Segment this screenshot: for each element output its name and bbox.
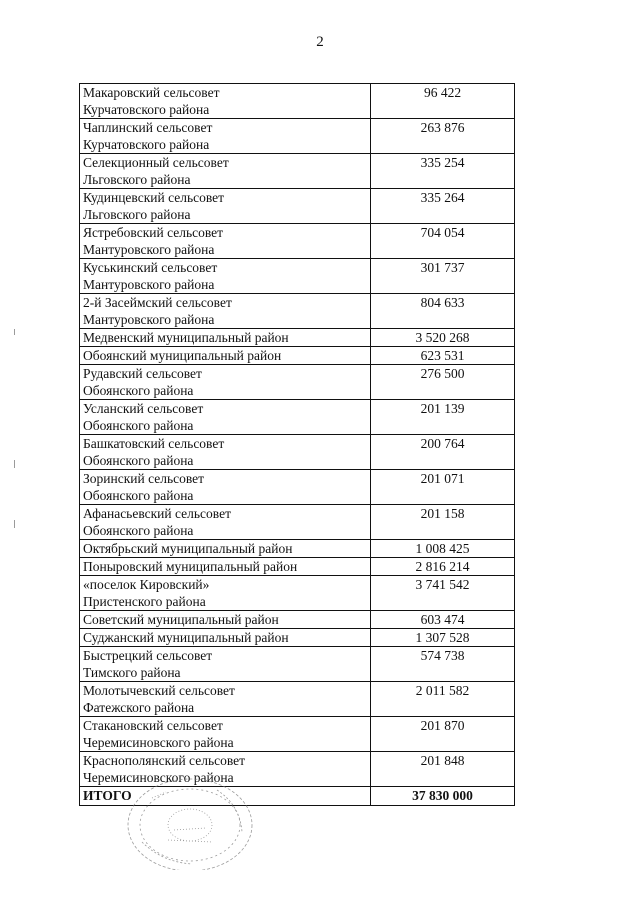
municipality-name-line: Льговского района	[83, 207, 191, 222]
table-row	[80, 435, 515, 470]
municipality-name-line: Усланский сельсовет	[83, 401, 204, 416]
total-row	[80, 787, 515, 806]
municipality-name-cell	[80, 329, 371, 347]
amount-cell: 276 500	[371, 365, 515, 400]
municipality-name-line: Куськинский сельсовет	[83, 260, 218, 275]
municipality-name-cell	[80, 224, 371, 259]
municipality-name-line: Суджанский муниципальный район	[83, 630, 289, 645]
amount-cell: 201 158	[371, 505, 515, 540]
municipality-name-line: Зоринский сельсовет	[83, 471, 205, 486]
municipality-name-line: Стакановский сельсовет	[83, 718, 223, 733]
table-row	[80, 154, 515, 189]
municipality-name-line: Обоянский муниципальный район	[83, 348, 282, 363]
table-row	[80, 717, 515, 752]
municipality-name-line: Поныровский муниципальный район	[83, 559, 298, 574]
municipality-name-line: Краснополянский сельсовет	[83, 753, 246, 768]
municipality-name-cell	[80, 682, 371, 717]
table-row	[80, 329, 515, 347]
total-label: ИТОГО	[80, 787, 371, 806]
municipality-name-line: Советский муниципальный район	[83, 612, 279, 627]
municipality-name-cell	[80, 611, 371, 629]
amount-cell: 201 848	[371, 752, 515, 787]
scan-mark	[14, 520, 15, 528]
table-row	[80, 611, 515, 629]
municipality-name-cell	[80, 540, 371, 558]
municipality-name-cell	[80, 435, 371, 470]
amount-cell: 804 633	[371, 294, 515, 329]
table-row	[80, 294, 515, 329]
municipality-name-cell	[80, 119, 371, 154]
total-amount: 37 830 000	[371, 787, 515, 806]
amount-cell: 623 531	[371, 347, 515, 365]
amount-cell: 1 008 425	[371, 540, 515, 558]
municipality-name-cell	[80, 84, 371, 119]
table-row	[80, 505, 515, 540]
municipality-name-line: Курчатовского района	[83, 102, 210, 117]
municipality-name-line: Селекционный сельсовет	[83, 155, 229, 170]
amount-cell: 96 422	[371, 84, 515, 119]
municipality-name-line: Кудинцевский сельсовет	[83, 190, 225, 205]
table-row	[80, 470, 515, 505]
amount-cell: 2 816 214	[371, 558, 515, 576]
table-row	[80, 400, 515, 435]
municipality-name-line: Черемисиновского района	[83, 770, 234, 785]
municipality-name-line: Льговского района	[83, 172, 191, 187]
table-row	[80, 576, 515, 611]
municipality-name-cell	[80, 717, 371, 752]
amount-cell: 201 870	[371, 717, 515, 752]
amount-cell: 263 876	[371, 119, 515, 154]
municipality-name-line: Фатежского района	[83, 700, 195, 715]
table-row	[80, 647, 515, 682]
table-body	[80, 84, 515, 806]
municipality-name-line: Обоянского района	[83, 453, 194, 468]
municipality-name-line: Черемисиновского района	[83, 735, 234, 750]
amount-cell: 704 054	[371, 224, 515, 259]
municipality-name-line: Тимского района	[83, 665, 181, 680]
table-row	[80, 259, 515, 294]
municipality-name-line: Курчатовского района	[83, 137, 210, 152]
municipality-name-line: Октябрьский муниципальный район	[83, 541, 293, 556]
municipality-name-line: Рудавский сельсовет	[83, 366, 202, 381]
municipality-name-line: Ястребовский сельсовет	[83, 225, 224, 240]
municipality-name-cell	[80, 347, 371, 365]
municipality-name-line: 2-й Засеймский сельсовет	[83, 295, 232, 310]
municipality-name-line: Пристенского района	[83, 594, 206, 609]
municipality-name-cell	[80, 647, 371, 682]
table-row	[80, 752, 515, 787]
municipality-name-line: Башкатовский сельсовет	[83, 436, 225, 451]
amount-cell: 201 139	[371, 400, 515, 435]
municipality-name-line: Мантуровского района	[83, 242, 215, 257]
amount-cell: 335 264	[371, 189, 515, 224]
table-row	[80, 558, 515, 576]
table-row	[80, 540, 515, 558]
municipality-name-line: Афанасьевский сельсовет	[83, 506, 231, 521]
municipality-name-line: Мантуровского района	[83, 312, 215, 327]
amount-cell: 2 011 582	[371, 682, 515, 717]
municipality-name-cell	[80, 558, 371, 576]
municipality-name-line: Чаплинский сельсовет	[83, 120, 213, 135]
table-row	[80, 347, 515, 365]
municipality-name-cell	[80, 576, 371, 611]
municipality-name-cell	[80, 154, 371, 189]
municipality-name-cell	[80, 259, 371, 294]
table-row	[80, 682, 515, 717]
amount-cell: 574 738	[371, 647, 515, 682]
scan-mark	[14, 329, 15, 335]
scan-mark	[14, 460, 15, 468]
amount-cell: 603 474	[371, 611, 515, 629]
municipality-name-cell	[80, 294, 371, 329]
municipality-name-cell	[80, 400, 371, 435]
municipality-name-cell	[80, 470, 371, 505]
municipality-name-cell	[80, 365, 371, 400]
municipality-name-line: Обоянского района	[83, 523, 194, 538]
municipality-name-cell	[80, 505, 371, 540]
page-number: 2	[316, 34, 324, 50]
municipality-name-line: Медвенский муниципальный район	[83, 330, 289, 345]
amount-cell: 335 254	[371, 154, 515, 189]
municipality-name-line: Молотычевский сельсовет	[83, 683, 235, 698]
municipality-name-line: «поселок Кировский»	[83, 577, 210, 592]
municipality-name-line: Обоянского района	[83, 418, 194, 433]
amount-cell: 200 764	[371, 435, 515, 470]
municipality-name-cell	[80, 629, 371, 647]
table-row	[80, 189, 515, 224]
table-row	[80, 84, 515, 119]
amount-cell: 201 071	[371, 470, 515, 505]
municipality-name-line: Макаровский сельсовет	[83, 85, 220, 100]
municipality-name-line: Быстрецкий сельсовет	[83, 648, 213, 663]
municipality-name-line: Мантуровского района	[83, 277, 215, 292]
amount-cell: 301 737	[371, 259, 515, 294]
municipality-name-line: Обоянского района	[83, 488, 194, 503]
table-row	[80, 119, 515, 154]
table-row	[80, 224, 515, 259]
municipality-name-line: Обоянского района	[83, 383, 194, 398]
amount-cell: 3 520 268	[371, 329, 515, 347]
table-row	[80, 629, 515, 647]
municipality-name-cell	[80, 752, 371, 787]
allocation-table	[79, 83, 515, 806]
amount-cell: 3 741 542	[371, 576, 515, 611]
municipality-name-cell	[80, 189, 371, 224]
table-row	[80, 365, 515, 400]
amount-cell: 1 307 528	[371, 629, 515, 647]
